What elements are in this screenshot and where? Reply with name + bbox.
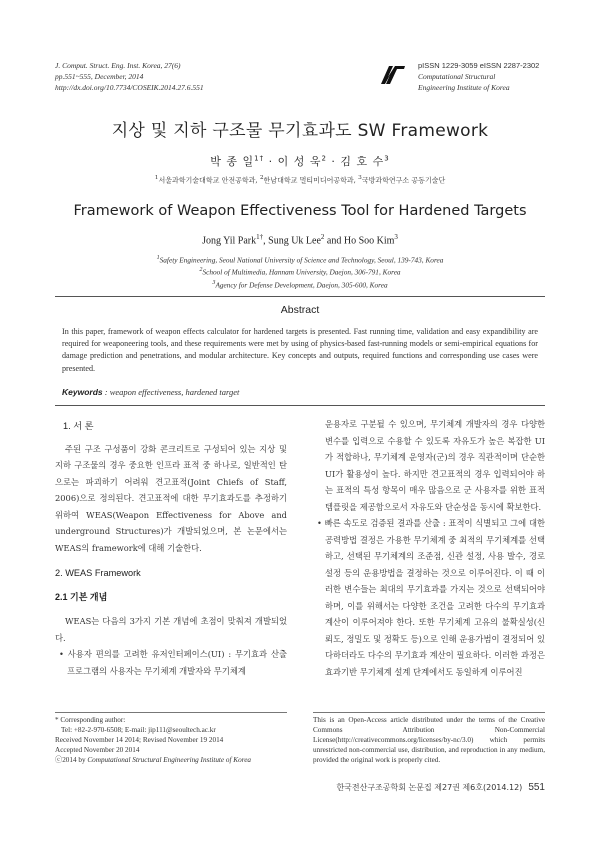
doi-link[interactable]: http://dx.doi.org/10.7734/COSEIK.2014.27.6.551 <box>55 83 204 92</box>
institute-line-1: Computational Structural <box>418 72 496 81</box>
bullet-item: • 사용자 편의를 고려한 유저인터페이스(UI) : 무기효과 산출 프로그램의 사용자는 무기체계 개발자와 무기체계 <box>59 649 287 676</box>
affiliations-korean: $^1$서울과학기술대학교 안전공학과, $^2$한남대학교 멀티미디어공학과, $^3$국방과학연구소 공동기술단 <box>154 175 446 185</box>
journal-citation: J. Comput. Struct. Eng. Inst. Korea, 27(6) <box>55 61 181 70</box>
abstract-heading: Abstract <box>280 304 320 316</box>
section-2-heading: 2. WEAS Framework <box>55 568 141 578</box>
abstract-top-rule <box>55 296 545 297</box>
footnote-rule-right <box>313 712 545 713</box>
journal-pages: pp.551~555, December, 2014 <box>55 72 144 81</box>
paragraph: 주된 구조 구성품이 강화 콘크리트로 구성되어 있는 지상 및 지하 구조물의 경우 중요한 인프라 표적 중 하나로, 일반적인 탄으로는 파괴하기 어려워 견고표적(Joint Chiefs of Staff, 2006)으로 정의된다. 견고표적에 대한 무기효과도를 추정하기 위하여 WEAS(Weapon Effectiveness for Above and underground Structures)가 개발되었으며, 본 논문에서는 WEAS의 framework에 대해 기술한다. <box>55 443 287 553</box>
contact: Tel: +82-2-970-6508; E-mail: jip111@seoultech.ac.kr <box>61 726 216 734</box>
page-footer: 한국전산구조공학회 논문집 제27권 제6호(2014.12) 551 <box>336 782 545 793</box>
bullet-item: • 빠른 속도로 검증된 결과를 산출 : 표적이 식별되고 그에 대한 공력방법 결정은 가용한 무기체계 중 최적의 무기체계를 선택하고, 선택된 무기체계의 조준점, 신관 설정, 사용 발수, 경로 설정 등의 운용방법을 결정하는 것으로 이루어진다. 이 때 이러한 변수들는 최대의 무기효과를 가지는 것으로 선택되어야 하며, 이를 위해서는 다양한 조건을 고려한 다수의 무기효과 계산이 이루어져야 한다. 또한 무기체계 고유의 불확실성(신뢰도, 정밀도 및 정확도 등)으로 인해 운용가범이 결정되어 있다하더라도 다수의 무기효과 계산이 필요하다. 이러한 과정은 효과기반 무기체계 설계 단계에서도 동일하게 이루어진 <box>317 518 545 677</box>
paper-title-english: Framework of Weapon Effectiveness Tool for Hardened Targets <box>73 203 527 219</box>
page-number: 551 <box>528 782 545 793</box>
open-access-note: This is an Open-Access article distributed under the terms of the Creative Commons Attribution Non-Commercial License(http://creativecommons.org/licenses/by-nc/3.0) which permits unrestricted non-commercial use, distribution, and reproduction in any medium, provided the original work is properly cited. <box>313 716 545 764</box>
issn: pISSN 1229-3059 eISSN 2287-2302 <box>418 61 540 70</box>
footnote-rule-left <box>55 712 287 713</box>
abstract-body: In this paper, framework of weapon effects calculator for hardened targets is presented. Fast running time, validation and easy expandibility are required for weaponeering tools, and these requirements were met by using of physics-based fast-running models or semi-empirical equations for damage prediction and penetrations, and modular architecture. Key concepts and outputs, required functions and corresponding use cases were presented. <box>62 327 538 373</box>
paragraph: 운용자로 구분될 수 있으며, 무기체계 개발자의 경우 다양한 변수를 입력으로 수용할 수 있도록 자유도가 높은 복잡한 UI가 적합하나, 무기체계 운영자(군)의 경우 직관적이며 단순한 UI가 활용성이 높다. 하지만 견고표적의 경우 입력되어야 하는 표적의 특성 항목이 매우 많음으로 군 사용자를 위한 표적 템플릿을 제공함으로서 자유도와 단순성을 동시에 확보한다. <box>325 419 545 512</box>
authors-english: Jong Yil Park$^{1\dagger}$, Sung Uk Lee$^2$ and Ho Soo Kim$^3$ <box>202 233 398 247</box>
affiliation-3: $^3$Agency for Defense Development, Daejon, 305-600, Korea <box>212 279 388 290</box>
authors-korean: 박 종 일$^{1\dagger}$ · 이 성 욱$^2$ · 김 호 수$^3$ <box>210 154 390 168</box>
keywords: Keywords : weapon effectiveness, hardened target <box>62 387 240 397</box>
footnote-left: * Corresponding author: Tel: +82-2-970-6508; E-mail: jip111@seoultech.ac.kr Received November 14 2014; Revised November 19 2014 Accepted November 20 2014 ⓒ2014 by Computational Structural Engineering Institute of Korea <box>55 715 287 765</box>
journal-logo-icon <box>380 64 406 86</box>
journal-header-left <box>55 60 204 93</box>
affiliation-2: $^2$School of Multimedia, Hannam University, Daejon, 306-791, Korea <box>199 267 401 277</box>
right-column <box>313 416 545 680</box>
left-column <box>55 418 287 679</box>
institute-line-2: Engineering Institute of Korea <box>418 83 510 92</box>
abstract-bottom-rule <box>55 405 545 406</box>
paper-title-korean: 지상 및 지하 구조물 무기효과도 SW Framework <box>111 121 489 141</box>
section-2-1-heading: 2.1 기본 개념 <box>55 591 108 602</box>
section-1-heading: 1. 서 론 <box>63 421 94 431</box>
affiliations-english <box>0 253 600 290</box>
journal-header-right <box>418 60 539 93</box>
paragraph: WEAS는 다음의 3가지 기본 개념에 초점이 맞춰져 개발되었다. <box>55 616 287 643</box>
affiliation-1: $^1$Safety Engineering, Seoul National University of Science and Technology, Seoul, 139-743, Korea <box>156 255 444 265</box>
